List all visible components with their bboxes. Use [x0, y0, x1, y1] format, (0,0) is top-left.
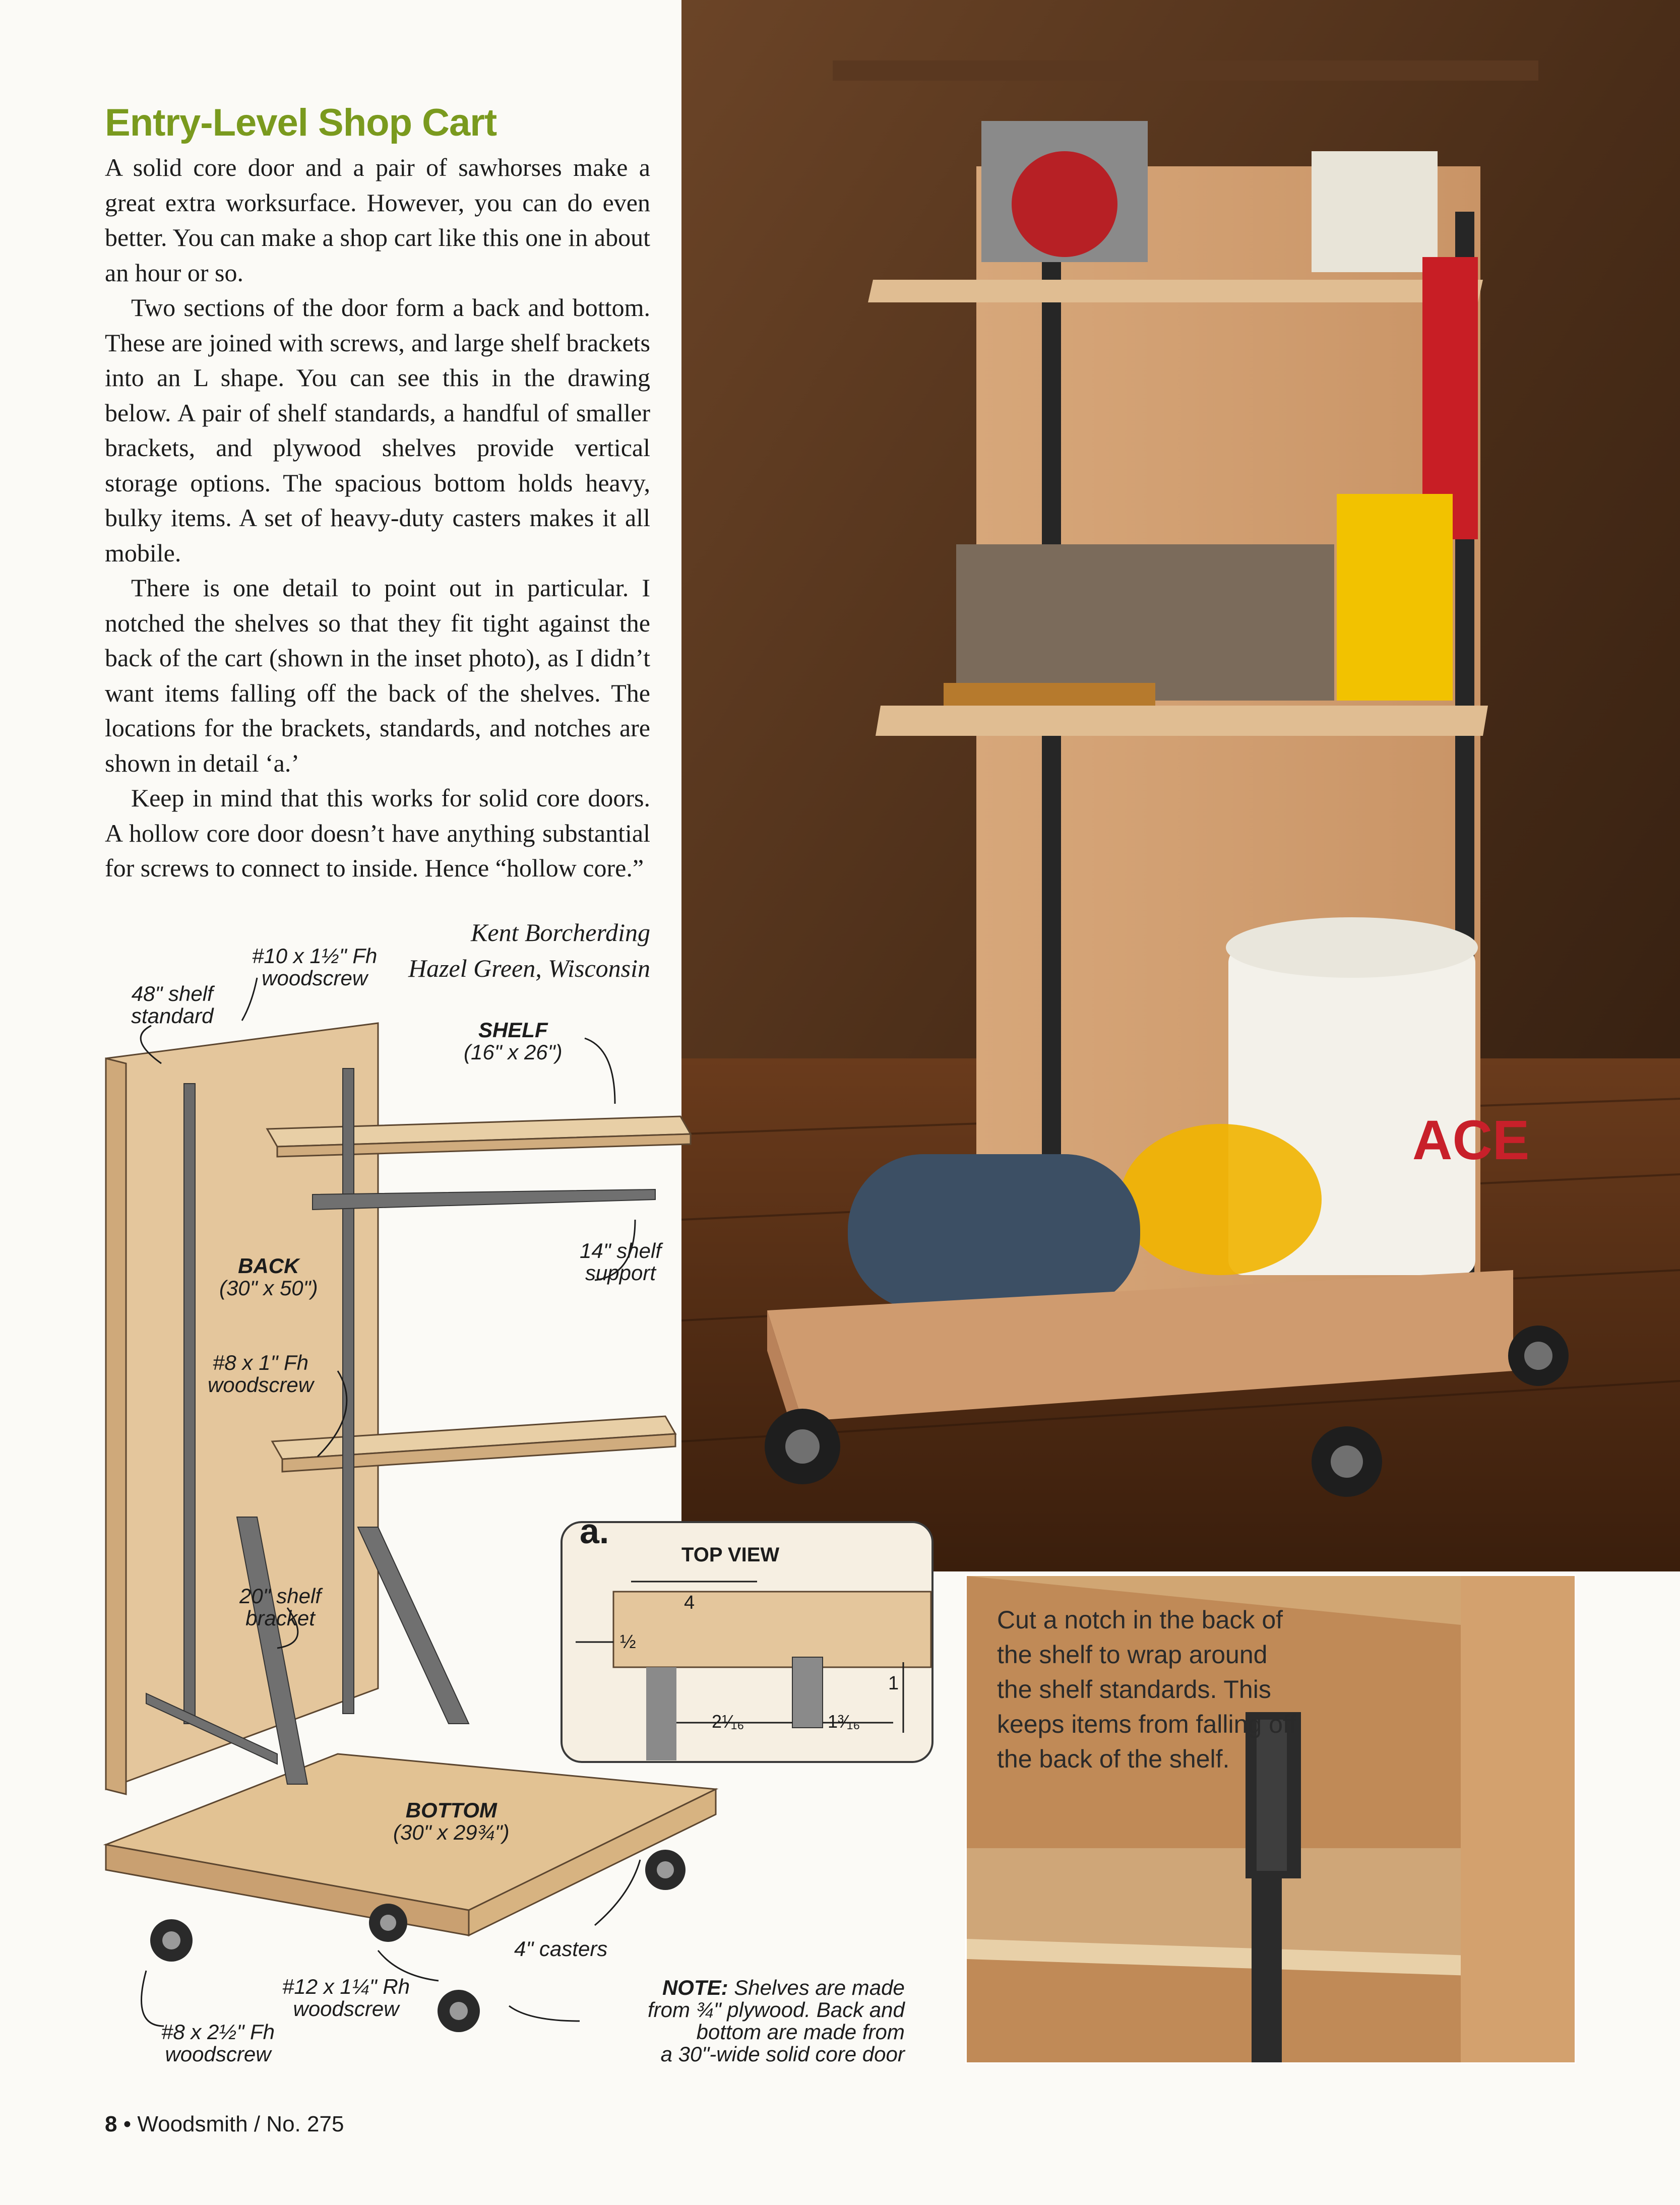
paragraph: A solid core door and a pair of sawhorses make a great extra worksurface. However, you can do even better. You can make a shop cart like this one in about an hour or so. — [105, 153, 650, 287]
screw-low-label: #8 x 2½" Fh woodscrew — [161, 2020, 275, 2066]
support-label: 14" shelf support — [580, 1239, 662, 1285]
exploded-drawing — [76, 937, 963, 2087]
screw-mid-label: #8 x 1" Fh woodscrew — [208, 1351, 314, 1397]
screw-top-label: #10 x 1½" Fh woodscrew — [252, 944, 378, 990]
footer-bullet: • — [123, 2112, 132, 2136]
dim-1-3-16: 1³⁄₁₆ — [828, 1711, 860, 1732]
author-name: Kent Borcherding — [471, 918, 650, 947]
screw-rh-label: #12 x 1¼" Rh woodscrew — [282, 1975, 410, 2021]
back-label: BACK (30" x 50") — [219, 1254, 318, 1300]
article-title: Entry-Level Shop Cart — [105, 101, 497, 144]
dim-2-1-16: 2¹⁄₁₆ — [712, 1711, 744, 1732]
page-number: 8 — [105, 2112, 117, 2136]
bracket-label: 20" shelf bracket — [239, 1584, 322, 1630]
dim-1: 1 — [888, 1673, 899, 1694]
shelf-label: SHELF (16" x 26") — [464, 1018, 563, 1064]
svg-text:ACE: ACE — [1412, 1109, 1530, 1171]
detail-letter: a. — [580, 1511, 609, 1551]
drawing-art — [76, 937, 963, 2087]
paragraph: Keep in mind that this works for solid core doors. A hollow core door doesn’t have anything substantial for screws to connect to inside. Hence “hollow core.” — [105, 784, 650, 882]
inset-caption: Cut a notch in the back of the shelf to wrap around the shelf standards. This keeps items from falling off the back of the shelf. — [997, 1606, 1296, 1773]
author-location: Hazel Green, Wisconsin — [408, 954, 650, 982]
dim-4: 4 — [684, 1592, 695, 1613]
article-body — [105, 150, 650, 886]
note-label: NOTE: Shelves are made from ¾" plywood. Back and bottom are made from a 30"-wide solid core door — [648, 1976, 905, 2066]
magazine-issue: Woodsmith / No. 275 — [137, 2112, 344, 2136]
dim-half: ½ — [620, 1631, 636, 1653]
page-footer — [105, 2112, 344, 2137]
paragraph: Two sections of the door form a back and bottom. These are joined with screws, and large shelf brackets into an L shape. You can see this in the drawing below. A pair of shelf standards, a handful of smaller brackets, and plywood shelves provide vertical storage options. The spacious bottom holds heavy, bulky items. A set of heavy-duty casters makes it all mobile. — [105, 293, 650, 567]
paragraph: There is one detail to point out in particular. I notched the shelves so that they fit tight against the back of the cart (shown in the inset photo), as I didn’t want items falling off the back of the shelves. The locations for the brackets, standards, and notches are shown in detail ‘a.’ — [105, 574, 650, 777]
casters-label: 4" casters — [514, 1937, 608, 1961]
detail-a-top-view — [561, 1511, 934, 1763]
detail-title: TOP VIEW — [681, 1544, 780, 1566]
bottom-label: BOTTOM (30" x 29¾") — [393, 1798, 510, 1844]
standard-label: 48" shelf standard — [131, 982, 214, 1028]
